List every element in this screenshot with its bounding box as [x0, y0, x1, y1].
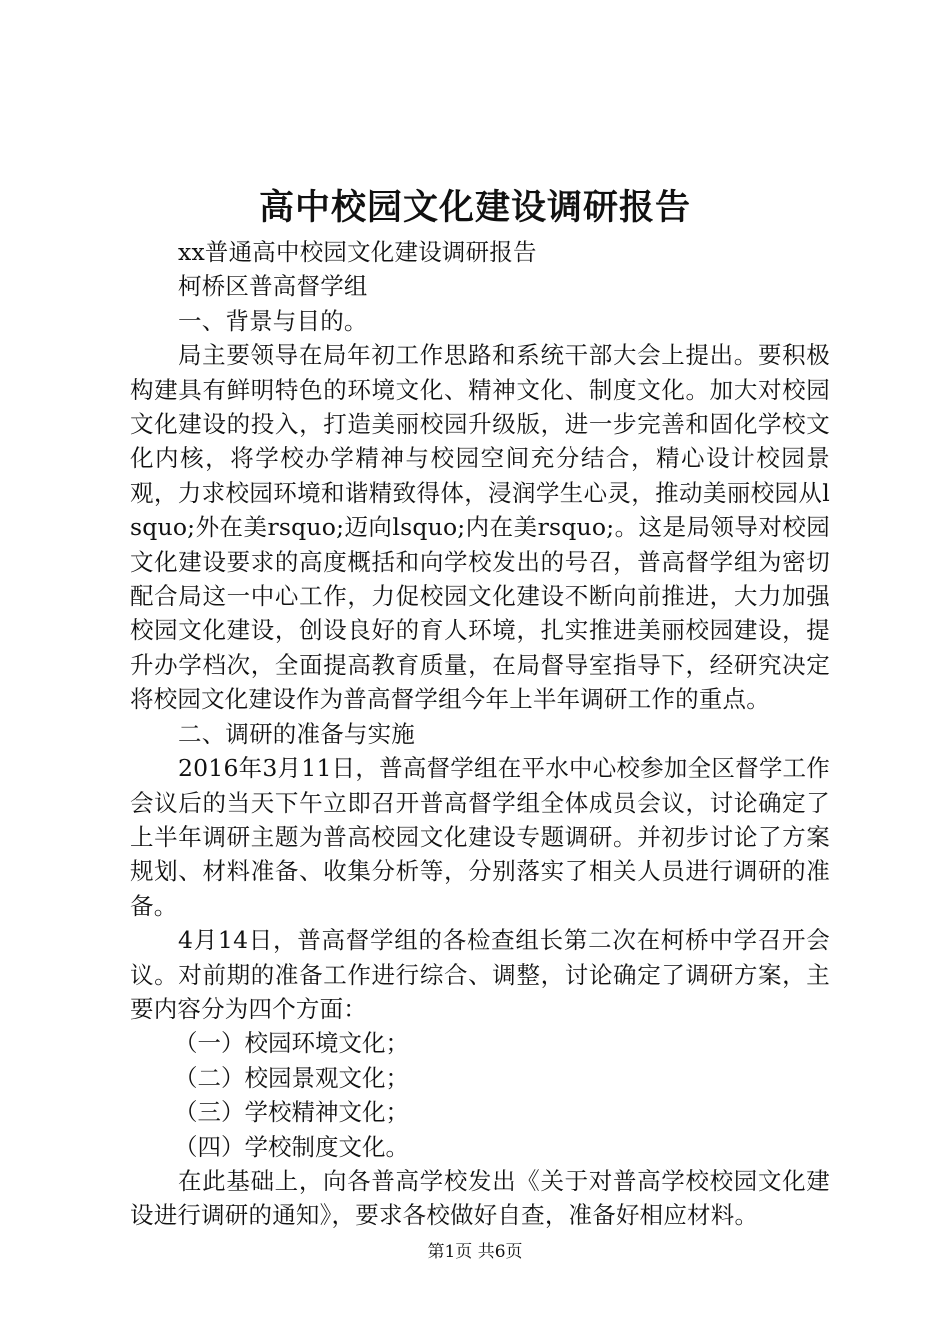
paragraph-background: 局主要领导在局年初工作思路和系统干部大会上提出。要积极构建具有鲜明特色的环境文化、精神文化、制度文化。加大对校园文化建设的投入，打造美丽校园升级版，进一步完善和固化学校文化内核，将学校办学精神与校园空间充分结合，精心设计校园景观，力求校园环境和谐精致得体，浸润学生心灵，推动美丽校园从lsquo;外在美rsquo;迈向lsquo;内在美rsquo;。这是局领导对校园文化建设要求的高度概括和向学校发出的号召，普高督学组为密切配合局这一中心工作，力促校园文化建设不断向前推进，大力加强校园文化建设，创设良好的育人环境，扎实推进美丽校园建设，提升办学档次，全面提高教育质量，在局督导室指导下，经研究决定将校园文化建设作为普高督学组今年上半年调研工作的重点。	[130, 341, 830, 714]
document-title: 高中校园文化建设调研报告	[258, 187, 691, 228]
list-item: （二）校园景观文化；	[174, 1063, 409, 1092]
section-heading-background: 一、背景与目的。	[178, 306, 368, 335]
report-subtitle: xx普通高中校园文化建设调研报告	[178, 238, 537, 266]
document-body	[130, 235, 830, 1233]
report-author: 柯桥区普高督学组	[178, 272, 368, 301]
paragraph-closing: 在此基础上，向各普高学校发出《关于对普高学校校园文化建设进行调研的通知》，要求各校做好自查，准备好相应材料。	[130, 1166, 830, 1230]
list-item: （一）校园环境文化；	[174, 1029, 409, 1058]
page-number: 第1页 共6页	[427, 1242, 523, 1262]
paragraph-march-meeting: 2016年3月11日，普高督学组在平水中心校参加全区督学工作会议后的当天下午立即召开普高督学组全体成员会议，讨论确定了上半年调研主题为普高校园文化建设专题调研。并初步讨论了方案规划、材料准备、收集分析等，分别落实了相关人员进行调研的准备。	[130, 754, 830, 920]
list-item: （四）学校制度文化。	[174, 1132, 409, 1161]
list-item: （三）学校精神文化；	[174, 1098, 409, 1127]
section-heading-preparation: 二、调研的准备与实施	[178, 719, 415, 748]
paragraph-april-meeting: 4月14日，普高督学组的各检查组长第二次在柯桥中学召开会议。对前期的准备工作进行综合、调整，讨论确定了调研方案，主要内容分为四个方面：	[130, 926, 830, 1023]
